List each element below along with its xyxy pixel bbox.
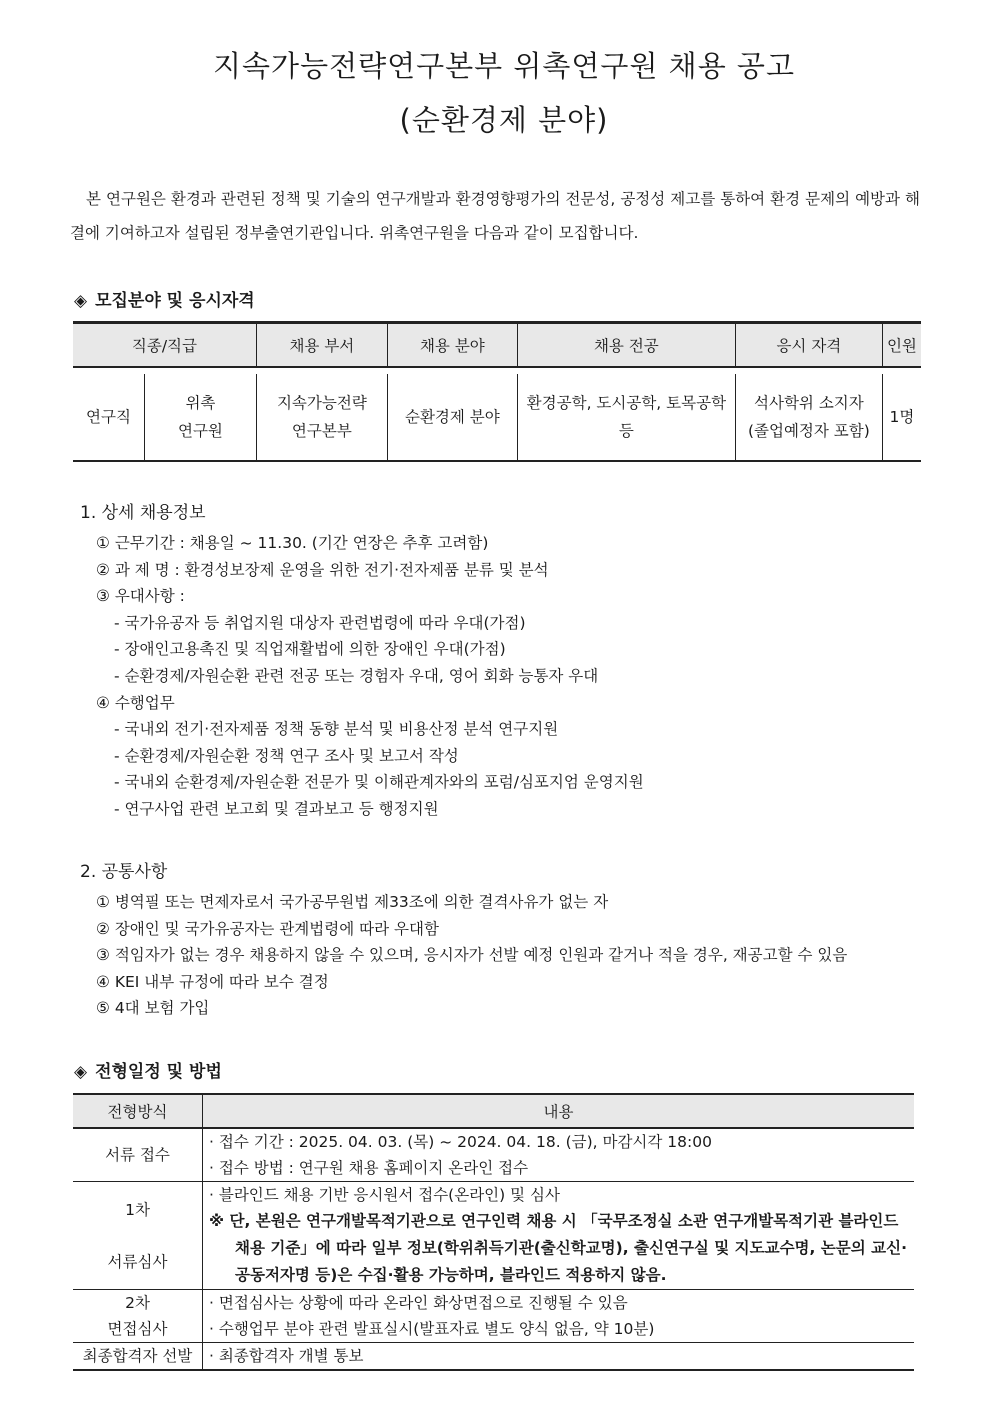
cell-field: 순환경제 분야 xyxy=(387,374,517,461)
list-item: ④ 수행업무 xyxy=(96,693,175,712)
list-item: ① 근무기간 : 채용일 ~ 11.30. (기간 연장은 추후 고려함) xyxy=(96,534,489,552)
table-row xyxy=(73,1182,914,1290)
cell-stage-label: 1차 서류심사 xyxy=(73,1182,203,1290)
header-method: 전형방식 xyxy=(73,1094,203,1128)
table-header-row xyxy=(73,1094,914,1128)
cell-major: 환경공학, 도시공학, 토목공학 등 xyxy=(517,374,735,461)
list-item: ② 장애인 및 국가유공자는 관계법령에 따라 우대함 xyxy=(96,919,439,938)
section-title: 전형일정 및 방법 xyxy=(95,1062,222,1082)
cell-stage-label: 2차 면접심사 xyxy=(73,1290,203,1343)
table-row xyxy=(73,1290,914,1343)
table-row xyxy=(73,374,921,461)
details-heading: 1. 상세 채용정보 xyxy=(80,503,206,523)
diamond-icon: ◈ xyxy=(74,1062,88,1082)
header-major: 채용 전공 xyxy=(517,323,735,368)
list-item: ⑤ 4대 보험 가입 xyxy=(96,999,210,1018)
details-section xyxy=(80,498,644,823)
header-field: 채용 분야 xyxy=(387,323,517,368)
list-subitem: - 순환경제/자원순환 관련 전공 또는 경험자 우대, 영어 회화 능통자 우대 xyxy=(114,666,599,685)
recruit-table xyxy=(73,321,921,462)
page-title: 지속가능전략연구본부 위촉연구원 채용 공고 xyxy=(213,49,795,83)
list-subitem: - 연구사업 관련 보고회 및 결과보고 등 행정지원 xyxy=(114,799,439,818)
header-count: 인원 xyxy=(882,323,921,368)
header-content: 내용 xyxy=(203,1094,915,1128)
intro-paragraph: 본 연구원은 환경과 관련된 정책 및 기술의 연구개발과 환경영향평가의 전문성, 공정성 제고를 통하여 환경 문제의 예방과 해결에 기여하고자 설립된 정부출연기관입니다. 위촉연구원을 다음과 같이 모집합니다. xyxy=(70,190,920,242)
list-item: ③ 적임자가 없는 경우 채용하지 않을 수 있으며, 응시자가 선발 예정 인원과 같거나 적을 경우, 재공고할 수 있음 xyxy=(96,946,848,965)
schedule-table xyxy=(73,1093,914,1371)
section-title: 모집분야 및 응시자격 xyxy=(95,291,255,311)
table-row xyxy=(73,1343,914,1371)
cell-job-type: 연구직 xyxy=(73,374,145,461)
section-heading-recruit xyxy=(74,286,255,311)
cell-qualification: 석사학위 소지자 (졸업예정자 포함) xyxy=(735,374,882,461)
list-item: ④ KEI 내부 규정에 따라 보수 결정 xyxy=(96,972,329,991)
cell-stage-content: · 면접심사는 상황에 따라 온라인 화상면접으로 진행될 수 있음 · 수행업무 분야 관련 발표실시(발표자료 별도 양식 없음, 약 10분) xyxy=(203,1290,915,1343)
table-gap xyxy=(73,367,921,374)
header-job-grade: 직종/직급 xyxy=(73,323,256,368)
list-subitem: - 국가유공자 등 취업지원 대상자 관련법령에 따라 우대(가점) xyxy=(114,613,526,632)
list-subitem: - 장애인고용촉진 및 직업재활법에 의한 장애인 우대(가점) xyxy=(114,640,506,659)
cell-stage-label: 최종합격자 선발 xyxy=(73,1343,203,1371)
cell-stage-label: 서류 접수 xyxy=(73,1128,203,1182)
cell-dept: 지속가능전략 연구본부 xyxy=(256,374,387,461)
diamond-icon: ◈ xyxy=(74,291,88,311)
header-qualification: 응시 자격 xyxy=(735,323,882,368)
list-subitem: - 국내외 전기·전자제품 정책 동향 분석 및 비용산정 분석 연구지원 xyxy=(114,720,559,739)
cell-grade: 위촉 연구원 xyxy=(145,374,257,461)
header-dept: 채용 부서 xyxy=(256,323,387,368)
list-subitem: - 순환경제/자원순환 정책 연구 조사 및 보고서 작성 xyxy=(114,746,459,765)
table-row xyxy=(73,1128,914,1182)
table-header-row xyxy=(73,323,921,368)
section-heading-schedule xyxy=(74,1057,222,1082)
common-heading: 2. 공통사항 xyxy=(80,862,168,882)
list-item: ② 과 제 명 : 환경성보장제 운영을 위한 전기·전자제품 분류 및 분석 xyxy=(96,560,549,579)
cell-stage-content: · 블라인드 채용 기반 응시원서 접수(온라인) 및 심사 ※ 단, 본원은 연구개발목적기관으로 연구인력 채용 시 「국무조정실 소관 연구개발목적기관 블라인드 채용 기준」에 따라 일부 정보(학위취득기관(출신학교명), 출신연구실 및 지도교수명, 논문의 교신· 공동저자명 등)은 수집·활용 가능하며, 블라인드 적용하지 않음. xyxy=(203,1182,915,1290)
list-item: ③ 우대사항 : xyxy=(96,587,185,606)
cell-count: 1명 xyxy=(882,374,921,461)
cell-stage-content: · 최종합격자 개별 통보 xyxy=(203,1343,915,1371)
list-subitem: - 국내외 순환경제/자원순환 전문가 및 이해관계자와의 포럼/심포지엄 운영지원 xyxy=(114,773,644,792)
list-item: ① 병역필 또는 면제자로서 국가공무원법 제33조에 의한 결격사유가 없는 자 xyxy=(96,893,609,911)
page-subtitle: (순환경제 분야) xyxy=(399,103,609,137)
common-section xyxy=(80,857,847,1022)
cell-stage-content: · 접수 기간 : 2025. 04. 03. (목) ~ 2024. 04. 18. (금), 마감시각 18:00 · 접수 방법 : 연구원 채용 홈페이지 온라인 접수 xyxy=(203,1128,915,1182)
